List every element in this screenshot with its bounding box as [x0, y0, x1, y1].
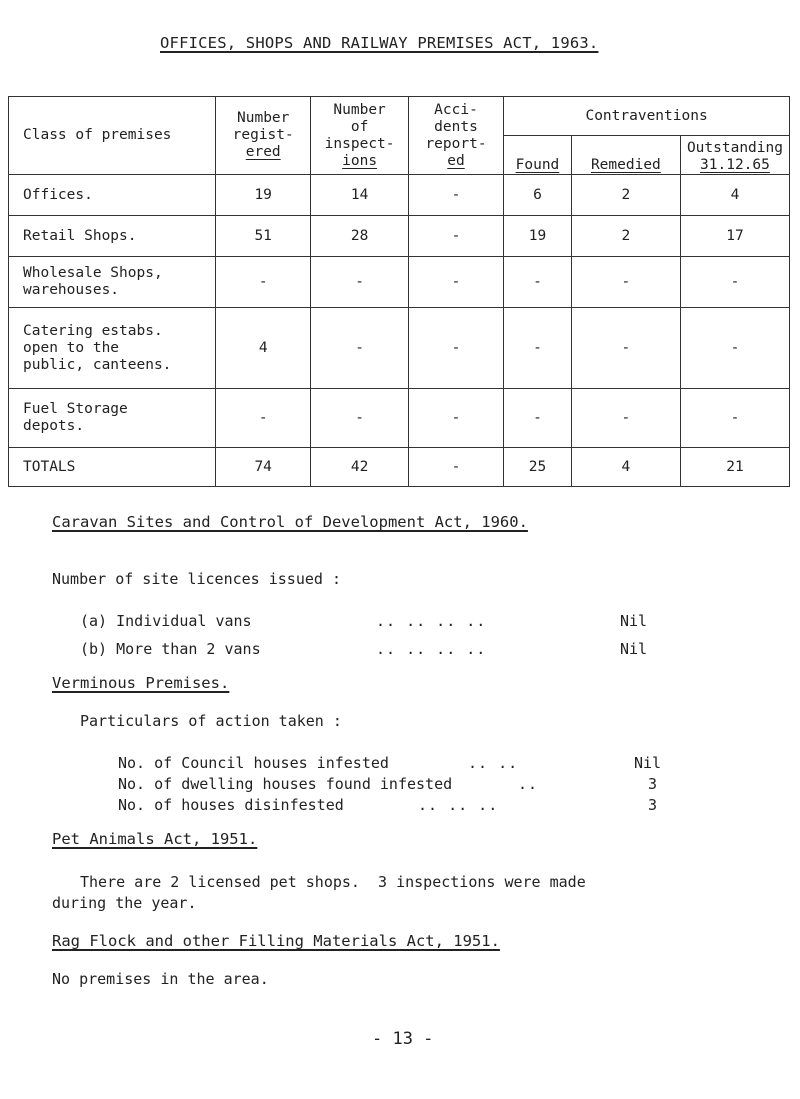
verminous-item-council-value: Nil	[634, 754, 662, 772]
verminous-intro: Particulars of action taken :	[80, 712, 342, 730]
cell-registered: 51	[216, 216, 311, 257]
table-row	[9, 257, 790, 308]
caravan-item-a-label: (a) Individual vans	[80, 612, 252, 630]
col-header-outstanding: Outstanding 31.12.65	[680, 136, 789, 175]
verminous-item-disinfested-value: 3	[648, 796, 658, 814]
col-header-class: Class of premises	[9, 97, 216, 175]
row-label: TOTALS	[9, 448, 216, 487]
caravan-item-a-dots: .. .. .. ..	[376, 612, 487, 630]
premises-table	[8, 96, 790, 487]
verminous-item-council-dots: .. ..	[468, 754, 519, 772]
rag-flock-text: No premises in the area.	[52, 970, 269, 988]
row-label: Fuel Storage depots.	[9, 389, 216, 448]
verminous-item-disinfested-dots: .. .. ..	[418, 796, 499, 814]
caravan-item-b-dots: .. .. .. ..	[376, 640, 487, 658]
verminous-item-dwelling-label: No. of dwelling houses found infested	[118, 775, 453, 793]
cell-accidents: -	[408, 216, 503, 257]
cell-outstanding: -	[680, 308, 789, 389]
pet-animals-text-line2: during the year.	[52, 894, 197, 912]
cell-remedied: 4	[571, 448, 680, 487]
totals-row	[9, 448, 790, 487]
page-number: - 13 -	[372, 1029, 434, 1049]
col-header-inspections: Number of inspect- ions	[311, 97, 409, 175]
verminous-item-disinfested-label: No. of houses disinfested	[118, 796, 344, 814]
verminous-item-council-label: No. of Council houses infested	[118, 754, 389, 772]
cell-inspections: 28	[311, 216, 409, 257]
cell-found: 25	[504, 448, 572, 487]
cell-remedied: -	[571, 308, 680, 389]
cell-inspections: -	[311, 389, 409, 448]
cell-registered: 4	[216, 308, 311, 389]
table-row	[9, 216, 790, 257]
col-header-found: Found	[504, 136, 572, 175]
cell-inspections: 42	[311, 448, 409, 487]
col-header-registered: Number regist- ered	[216, 97, 311, 175]
cell-accidents: -	[408, 308, 503, 389]
col-header-accidents: Acci- dents report- ed	[408, 97, 503, 175]
table-row	[9, 389, 790, 448]
col-header-contraventions: Contraventions	[504, 97, 790, 136]
cell-remedied: 2	[571, 175, 680, 216]
row-label: Retail Shops.	[9, 216, 216, 257]
row-label: Catering estabs. open to the public, canteens.	[9, 308, 216, 389]
cell-outstanding: -	[680, 257, 789, 308]
cell-accidents: -	[408, 257, 503, 308]
cell-accidents: -	[408, 448, 503, 487]
caravan-item-b-label: (b) More than 2 vans	[80, 640, 261, 658]
caravan-intro: Number of site licences issued :	[52, 570, 341, 588]
cell-accidents: -	[408, 389, 503, 448]
caravan-item-a-value: Nil	[620, 612, 648, 630]
cell-remedied: -	[571, 257, 680, 308]
cell-remedied: -	[571, 389, 680, 448]
cell-accidents: -	[408, 175, 503, 216]
row-label: Offices.	[9, 175, 216, 216]
cell-remedied: 2	[571, 216, 680, 257]
cell-inspections: -	[311, 308, 409, 389]
cell-registered: 19	[216, 175, 311, 216]
col-header-remedied: Remedied	[571, 136, 680, 175]
rag-flock-heading: Rag Flock and other Filling Materials Act, 1951.	[52, 932, 500, 950]
cell-registered: 74	[216, 448, 311, 487]
cell-registered: -	[216, 389, 311, 448]
caravan-heading: Caravan Sites and Control of Development Act, 1960.	[52, 513, 528, 531]
cell-found: 19	[504, 216, 572, 257]
cell-outstanding: -	[680, 389, 789, 448]
verminous-item-dwelling-dots: ..	[518, 775, 539, 793]
cell-found: -	[504, 389, 572, 448]
cell-found: -	[504, 257, 572, 308]
page-title: OFFICES, SHOPS AND RAILWAY PREMISES ACT, 1963.	[160, 34, 599, 52]
cell-found: 6	[504, 175, 572, 216]
table-row	[9, 175, 790, 216]
cell-outstanding: 17	[680, 216, 789, 257]
cell-inspections: 14	[311, 175, 409, 216]
table-row	[9, 308, 790, 389]
cell-outstanding: 4	[680, 175, 789, 216]
cell-found: -	[504, 308, 572, 389]
pet-animals-text-line1: There are 2 licensed pet shops. 3 inspections were made	[80, 873, 586, 891]
cell-inspections: -	[311, 257, 409, 308]
cell-outstanding: 21	[680, 448, 789, 487]
verminous-item-dwelling-value: 3	[648, 775, 658, 793]
pet-animals-heading: Pet Animals Act, 1951.	[52, 830, 258, 848]
verminous-heading: Verminous Premises.	[52, 674, 230, 692]
cell-registered: -	[216, 257, 311, 308]
row-label: Wholesale Shops, warehouses.	[9, 257, 216, 308]
caravan-item-b-value: Nil	[620, 640, 648, 658]
